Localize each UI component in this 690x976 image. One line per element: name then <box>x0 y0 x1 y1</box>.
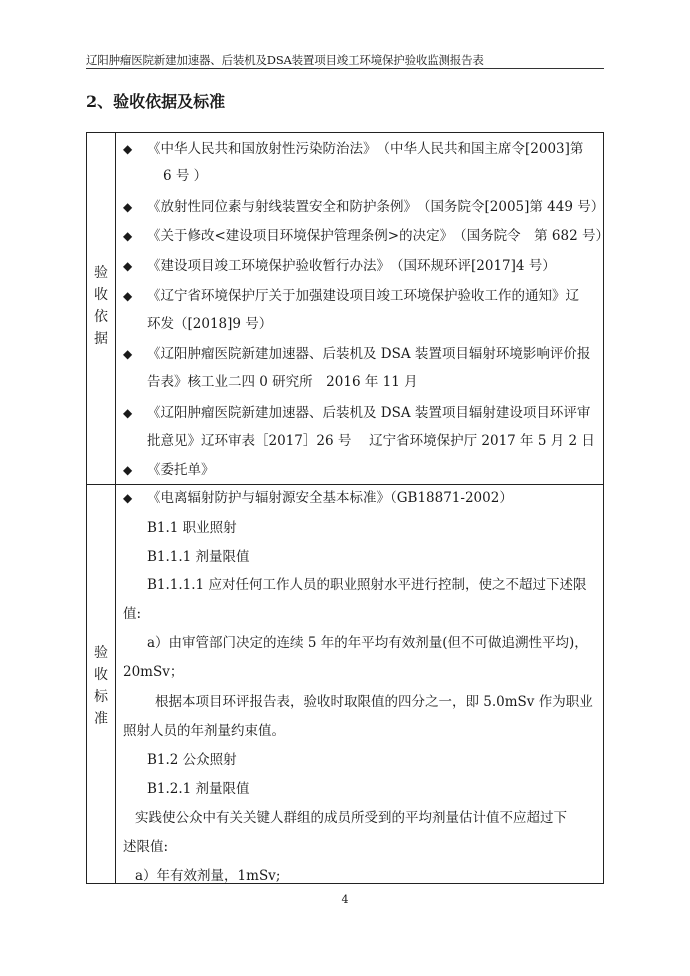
label-char: 验 <box>94 265 108 281</box>
bullet-icon: ◆ <box>123 200 133 214</box>
bullet-icon: ◆ <box>123 259 133 273</box>
constraint-text: 根据本项目环评报告表，验收时取限值的四分之一，即 5.0mSv 作为职业 <box>155 694 593 710</box>
basis-item-5-cont: 环发（[2018]9 号） <box>147 316 273 332</box>
basis-item-6-cont: 告表》核工业二四 0 研究所 2016 年 11 月 <box>147 374 418 390</box>
basis-item-4: 《建设项目竣工环境保护验收暂行办法》 （国环规环评[2017]4 号） <box>147 258 556 274</box>
label-char: 收 <box>94 667 108 683</box>
basis-item-7-cont: 批意见》辽环审表［2017］26 号 辽宁省环境保护厅 2017 年 5 月 2 日 <box>147 433 595 449</box>
standard-label <box>87 642 115 730</box>
basis-item-8: 《委托单》 <box>147 462 215 478</box>
bullet-icon: ◆ <box>123 142 133 156</box>
label-char: 准 <box>94 711 108 727</box>
section-b1111: B1.1.1.1 应对任何工作人员的职业照射水平进行控制，使之不超过下述限 <box>147 577 587 593</box>
section-b121: B1.2.1 剂量限值 <box>147 781 250 797</box>
bullet-icon: ◆ <box>123 406 133 420</box>
occupational-limit-a: a）由审管部门决定的连续 5 年的年平均有效剂量(但不可做追溯性平均)， <box>147 635 588 651</box>
public-limit-text-cont: 述限值: <box>123 839 169 855</box>
constraint-text-cont: 照射人员的年剂量约束值。 <box>123 723 285 739</box>
bullet-icon: ◆ <box>123 289 133 303</box>
label-char: 标 <box>94 689 108 705</box>
public-limit-a: a）年有效剂量，1mSv; <box>135 868 281 884</box>
bullet-icon: ◆ <box>123 347 133 361</box>
basis-item-7: 《辽阳肿瘤医院新建加速器、后装机及 DSA 装置项目辐射建设项目环评审 <box>147 405 591 421</box>
basis-item-5: 《辽宁省环境保护厅关于加强建设项目竣工环境保护验收工作的通知》辽 <box>147 288 579 304</box>
label-char: 验 <box>94 645 108 661</box>
column-divider <box>115 133 116 883</box>
basis-item-6: 《辽阳肿瘤医院新建加速器、后装机及 DSA 装置项目辐射环境影响评价报 <box>147 346 591 362</box>
bullet-icon: ◆ <box>123 229 133 243</box>
page-header: 辽阳肿瘤医院新建加速器、后装机及DSA装置项目竣工环境保护验收监测报告表 <box>86 53 484 67</box>
public-limit-text: 实践使公众中有关关键人群组的成员所受到的平均剂量估计值不应超过下 <box>135 810 567 826</box>
basis-item-1-cont: 6 号 ） <box>163 168 208 184</box>
section-b12: B1.2 公众照射 <box>147 752 237 768</box>
label-char: 收 <box>94 287 108 303</box>
label-char: 依 <box>94 309 108 325</box>
basis-item-1: 《中华人民共和国放射性污染防治法》 （中华人民共和国主席令[2003]第 <box>147 141 584 157</box>
section-b11: B1.1 职业照射 <box>147 520 237 536</box>
basis-item-3: 《关于修改<建设项目环境保护管理条例>的决定》 （国务院令 第 682 号） <box>147 228 609 244</box>
basis-standard-table <box>86 132 609 884</box>
basis-item-2: 《放射性同位素与射线装置安全和防护条例》 （国务院令[2005]第 449 号） <box>147 199 605 215</box>
section-b111: B1.1.1 剂量限值 <box>147 549 250 565</box>
section-b1111-cont: 值: <box>123 606 142 622</box>
bullet-icon: ◆ <box>123 491 133 505</box>
header-divider <box>86 68 604 69</box>
basis-label <box>87 262 115 350</box>
occupational-limit-a-cont: 20mSv； <box>123 664 184 680</box>
page-number: 4 <box>341 893 349 906</box>
bullet-icon: ◆ <box>123 463 133 477</box>
row-divider <box>87 484 603 485</box>
label-char: 据 <box>94 331 108 347</box>
standard-title: 《电离辐射防护与辐射源安全基本标准》（GB18871-2002） <box>147 490 513 506</box>
section-title: 2、验收依据及标准 <box>86 92 226 111</box>
